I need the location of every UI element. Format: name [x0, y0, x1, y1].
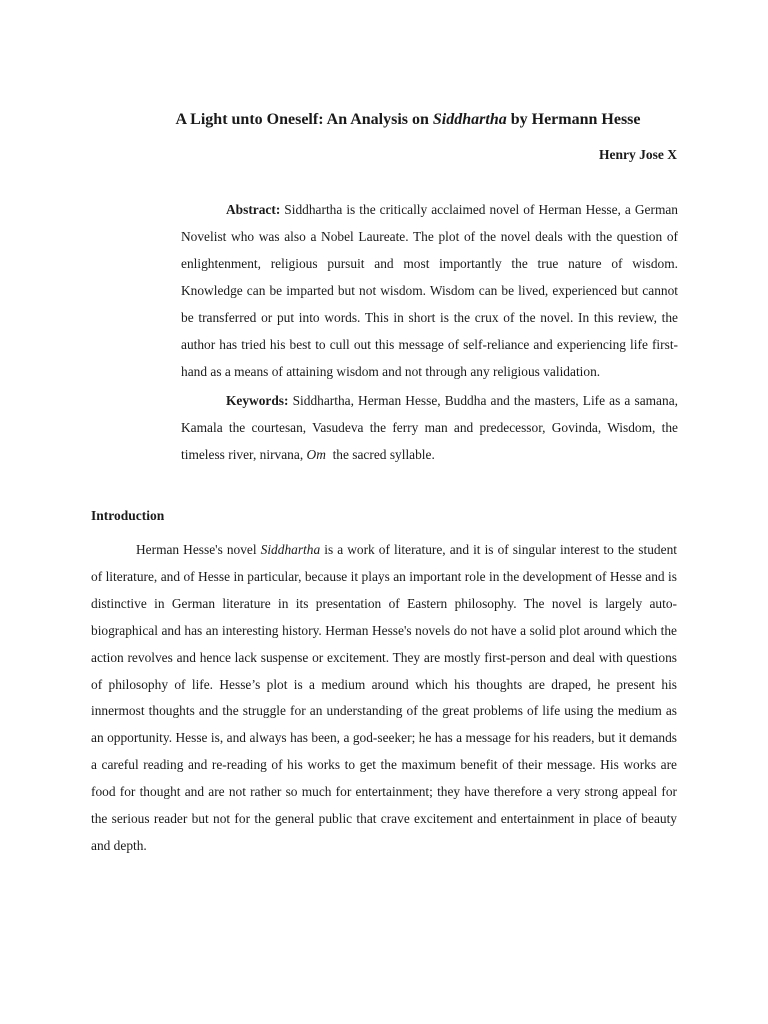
- keywords-italic-om: Om: [306, 447, 326, 462]
- intro-text-italic: Siddhartha: [260, 542, 321, 557]
- abstract-section: [181, 196, 678, 468]
- intro-text-pre: Herman Hesse's novel: [136, 542, 261, 557]
- keywords-paragraph: [181, 387, 678, 468]
- introduction-body: [91, 537, 677, 860]
- abstract-label: Abstract:: [226, 202, 281, 217]
- paper-title: [0, 110, 768, 130]
- keywords-label: Keywords:: [226, 393, 289, 408]
- abstract-text: Siddhartha is the critically acclaimed novel of Herman Hesse, a German Novelist who was also a Nobel Laureate. The plot of the novel deals with the question of enlightenment, religious pursuit and most importantly the true nature of wisdom. Knowledge can be imparted but not wisdom. Wisdom can be lived, experienced but cannot be transferred or put into words. This in short is the crux of the novel. In this review, the author has tried his best to cull out this message of self-reliance and experiencing life first-hand as a means of attaining wisdom and not through any religious validation.: [181, 202, 678, 379]
- body-paragraph: [91, 537, 677, 860]
- keywords-text-end: the sacred syllable.: [325, 447, 435, 462]
- intro-text-post: is a work of literature, and it is of singular interest to the student of literature, and of Hesse in particular, because it plays an important role in the development of Hesse and is distinctive in German literature in its presentation of Eastern philosophy. The novel is largely auto-biographical and has an interesting history. Herman Hesse's novels do not have a solid plot around which the action revolves and hence lack suspense or excitement. They are mostly first-person and deal with questions of philosophy of life. Hesse’s plot is a medium around which his thoughts are draped, he present his innermost thoughts and the struggle for an understanding of the great problems of life using the medium as an opportunity. Hesse is, and always has been, a god-seeker; he has a message for his readers, but it demands a careful reading and re-reading of his works to get the maximum benefit of their message. His works are food for thought and are not rather so much for entertainment; they have therefore a very strong appeal for the serious reader but not for the general public that crave excitement and entertainment in place of beauty and depth.: [91, 542, 677, 853]
- keywords-text: Siddhartha, Herman Hesse, Buddha and the masters, Life as a samana, Kamala the courtesan, Vasudeva the ferry man and predecessor, Govinda, Wisdom, the timeless river, nirvana,: [181, 393, 678, 462]
- title-text-pre: A Light unto Oneself: An Analysis on: [175, 111, 433, 128]
- section-heading-introduction: Introduction: [91, 508, 165, 523]
- author-name: Henry Jose X: [599, 147, 677, 162]
- title-text-post: by Hermann Hesse: [506, 111, 641, 128]
- abstract-paragraph: [181, 196, 678, 385]
- title-text-italic: Siddhartha: [432, 111, 507, 128]
